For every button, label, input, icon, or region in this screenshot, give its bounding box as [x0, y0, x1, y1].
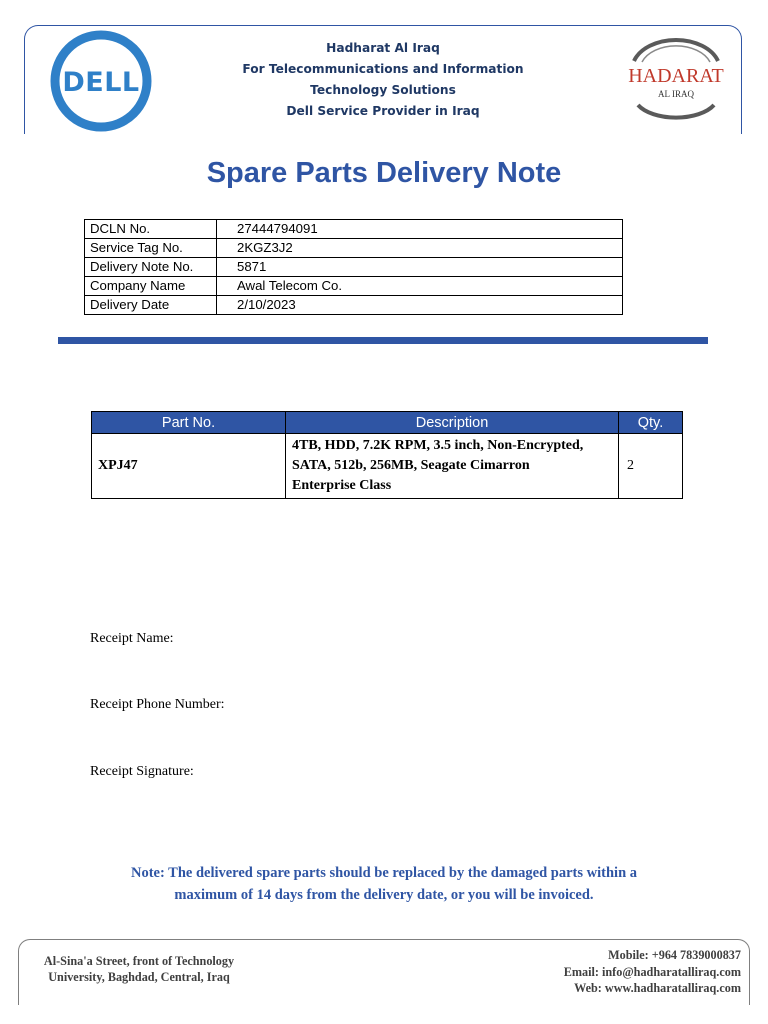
info-value: Awal Telecom Co.	[217, 277, 623, 296]
company-line-3: Technology Solutions	[310, 83, 456, 97]
address-line-2: University, Baghdad, Central, Iraq	[48, 970, 230, 984]
part-description	[286, 434, 619, 499]
hadarat-logo-main: HADARAT	[628, 65, 724, 87]
info-label: Company Name	[85, 277, 217, 296]
company-info	[200, 38, 566, 122]
contact-mobile: Mobile: +964 7839000837	[608, 948, 741, 962]
parts-header-row	[92, 412, 683, 434]
receipt-signature-label: Receipt Signature:	[90, 764, 194, 779]
info-value: 2/10/2023	[217, 296, 623, 315]
hadarat-logo	[620, 35, 732, 127]
description-line: 4TB, HDD, 7.2K RPM, 3.5 inch, Non-Encrypted,	[292, 438, 584, 453]
info-label: Delivery Date	[85, 296, 217, 315]
info-label: DCLN No.	[85, 220, 217, 239]
info-row-date	[85, 296, 623, 315]
footer-contact	[564, 947, 741, 997]
receipt-phone-label: Receipt Phone Number:	[90, 697, 225, 712]
info-label: Service Tag No.	[85, 239, 217, 258]
col-header-part-no: Part No.	[92, 412, 286, 434]
company-name: Hadharat Al Iraq	[326, 41, 440, 55]
info-value: 2KGZ3J2	[217, 239, 623, 258]
contact-email[interactable]: Email: info@hadharatalliraq.com	[563, 964, 741, 979]
info-value: 27444794091	[217, 220, 623, 239]
footer-address	[29, 953, 249, 985]
part-number: XPJ47	[92, 434, 286, 499]
contact-web[interactable]: Web: www.hadharatalliraq.com	[574, 981, 741, 995]
info-row-company	[85, 277, 623, 296]
company-line-2: For Telecommunications and Information	[242, 62, 524, 76]
delivery-note-warning	[96, 862, 672, 906]
company-line-4: Dell Service Provider in Iraq	[286, 104, 480, 118]
hadarat-logo-sub: AL IRAQ	[658, 89, 694, 99]
page-title: Spare Parts Delivery Note	[206, 157, 562, 189]
info-value: 5871	[217, 258, 623, 277]
note-line-1: Note: The delivered spare parts should be replaced by the damaged parts within a	[130, 865, 638, 881]
info-row-delivery-note	[85, 258, 623, 277]
note-line-2: maximum of 14 days from the delivery date, or you will be invoiced.	[174, 887, 594, 903]
description-line: Enterprise Class	[292, 478, 392, 493]
description-line: SATA, 512b, 256MB, Seagate Cimarron	[292, 458, 530, 473]
delivery-info-table	[84, 219, 623, 315]
info-row-service-tag	[85, 239, 623, 258]
parts-table	[91, 411, 683, 499]
address-line-1: Al-Sina'a Street, front of Technology	[43, 954, 235, 968]
info-row-dcln	[85, 220, 623, 239]
col-header-description: Description	[286, 412, 619, 434]
dell-logo	[49, 29, 153, 133]
receipt-name-label: Receipt Name:	[90, 631, 174, 646]
dell-logo-text: DELL	[62, 67, 140, 98]
info-label: Delivery Note No.	[85, 258, 217, 277]
section-divider	[58, 337, 708, 344]
col-header-qty: Qty.	[619, 412, 683, 434]
part-qty: 2	[619, 434, 683, 499]
table-row	[92, 434, 683, 499]
